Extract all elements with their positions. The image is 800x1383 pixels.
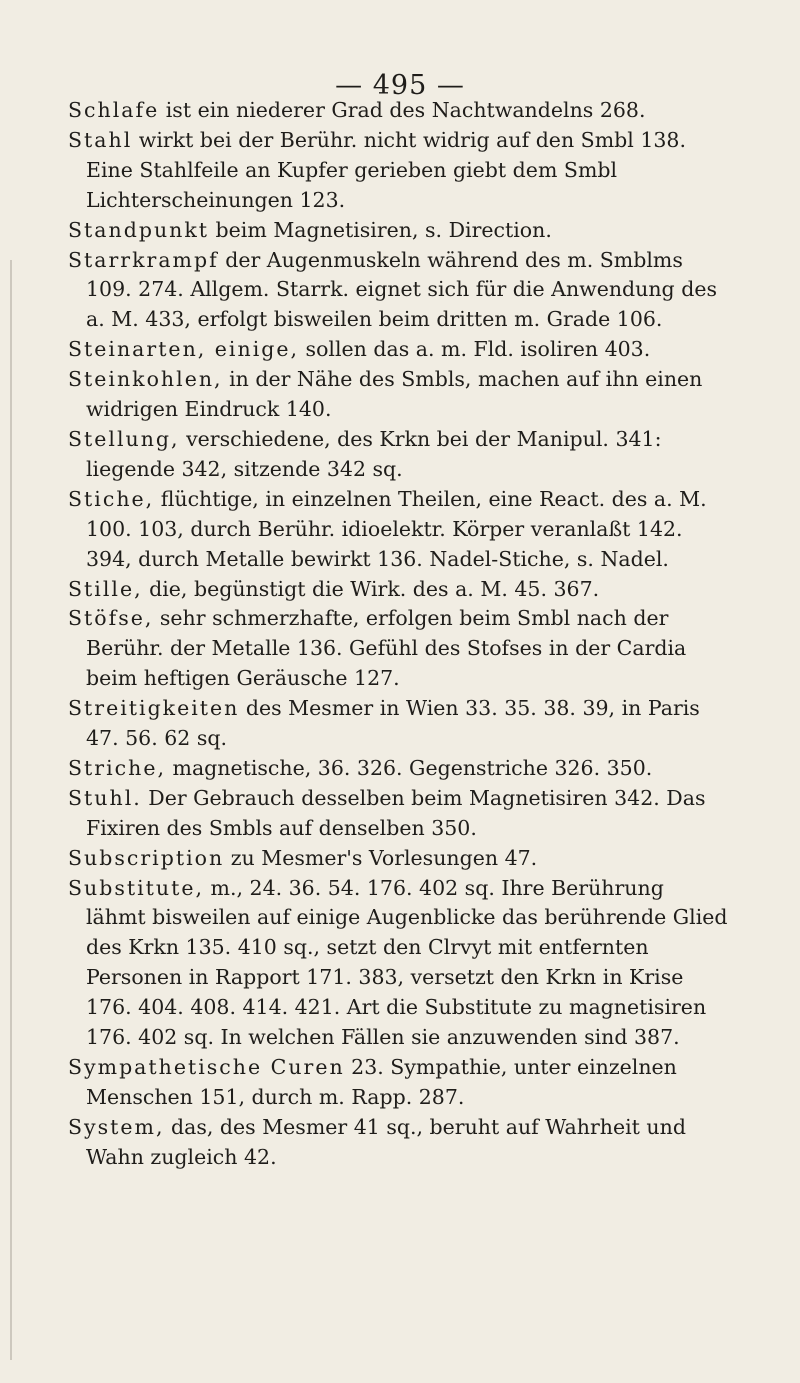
- index-text: des Mesmer in Wien 33. 35. 38. 39, in Paris 47. 56. 62 sq.: [86, 696, 700, 751]
- index-term: System,: [68, 1114, 165, 1139]
- index-term: Streitigkeiten: [68, 696, 240, 721]
- index-term: Stellung,: [68, 426, 180, 451]
- index-text: in der Nähe des Smbls, machen auf ihn einen widrigen Eindruck 140.: [86, 367, 703, 422]
- index-entry: [68, 96, 728, 126]
- index-term: Starrkrampf: [68, 247, 219, 272]
- index-term: Steinkohlen,: [68, 367, 223, 392]
- index-text: m., 24. 36. 54. 176. 402 sq. Ihre Berührung lähmt bisweilen auf einige Augenblicke das berührende Glied des Krkn 135. 410 sq., setzt den Clrvyt mit entfernten Personen in Rapport 171. 383, versetzt den Krkn in Krise 176. 404. 408. 414. 421. Art die Substitute zu magnetisiren 176. 402 sq. In welchen Fällen sie anzuwenden sind 387.: [86, 875, 728, 1050]
- index-entry: [68, 1053, 728, 1113]
- index-term: Subscription: [68, 845, 225, 870]
- index-text: verschiedene, des Krkn bei der Manipul. 341: liegende 342, sitzende 342 sq.: [86, 426, 662, 481]
- index-entry: [68, 126, 728, 216]
- page-edge-shadow: [10, 260, 12, 1360]
- index-entry: [68, 246, 728, 336]
- page-number: — 495 —: [335, 70, 465, 101]
- index-term: Schlafe: [68, 98, 160, 122]
- index-term: Striche,: [68, 755, 166, 780]
- index-text: sollen das a. m. Fld. isoliren 403.: [299, 337, 651, 362]
- index-term: Stille,: [68, 576, 143, 601]
- index-text: die, begünstigt die Wirk. des a. M. 45. 367.: [142, 576, 600, 601]
- index-entry: [68, 575, 728, 605]
- index-text: das, des Mesmer 41 sq., beruht auf Wahrheit und Wahn zugleich 42.: [86, 1114, 686, 1169]
- index-text: sehr schmerzhafte, erfolgen beim Smbl nach der Berühr. der Metalle 136. Gefühl des Stofses in der Cardia beim heftigen Geräusche 127.: [86, 606, 687, 691]
- index-entry: [68, 694, 728, 754]
- index-text: Der Gebrauch desselben beim Magnetisiren 342. Das Fixiren des Smbls auf denselben 350.: [86, 785, 706, 840]
- index-term: Stahl: [68, 127, 133, 152]
- index-term: Substitute,: [68, 875, 205, 900]
- index-text: wirkt bei der Berühr. nicht widrig auf den Smbl 138. Eine Stahlfeile an Kupfer gerieben giebt dem Smbl Lichterscheinungen 123.: [86, 127, 686, 212]
- index-entry: [68, 335, 728, 365]
- index-entry: [68, 216, 728, 246]
- index-entry: [68, 425, 728, 485]
- index-text: zu Mesmer's Vorlesungen 47.: [224, 845, 538, 870]
- index-term: Sympathetische Curen: [68, 1055, 345, 1079]
- index-entry: [68, 365, 728, 425]
- index-term: Stöfse,: [68, 606, 154, 631]
- index-term: Stiche,: [68, 486, 155, 511]
- index-entry: [68, 1113, 728, 1173]
- index-column: [68, 96, 728, 1173]
- index-term: Steinarten, einige,: [68, 337, 300, 362]
- index-entry: [68, 604, 728, 694]
- index-entry: [68, 485, 728, 575]
- index-text: ist ein niederer Grad des Nachtwandelns 268.: [159, 98, 646, 122]
- index-text: magnetische, 36. 326. Gegenstriche 326. 350.: [165, 755, 653, 780]
- index-text: beim Magnetisiren, s. Direction.: [209, 217, 552, 242]
- index-text: 23. Sympathie, unter einzelnen Menschen 151, durch m. Rapp. 287.: [86, 1055, 677, 1109]
- index-term: Standpunkt: [68, 217, 210, 242]
- index-entry: [68, 754, 728, 784]
- index-entry: [68, 874, 728, 1053]
- index-term: Stuhl.: [68, 785, 142, 810]
- index-entry: [68, 844, 728, 874]
- index-text: flüchtige, in einzelnen Theilen, eine React. des a. M. 100. 103, durch Berühr. idioelektr. Körper veranlaßt 142. 394, durch Metalle bewirkt 136. Nadel-Stiche, s. Nadel.: [86, 486, 707, 571]
- index-entry: [68, 784, 728, 844]
- index-text: der Augenmuskeln während des m. Smblms 109. 274. Allgem. Starrk. eignet sich für die Anwendung des a. M. 433, erfolgt bisweilen beim dritten m. Grade 106.: [86, 247, 717, 332]
